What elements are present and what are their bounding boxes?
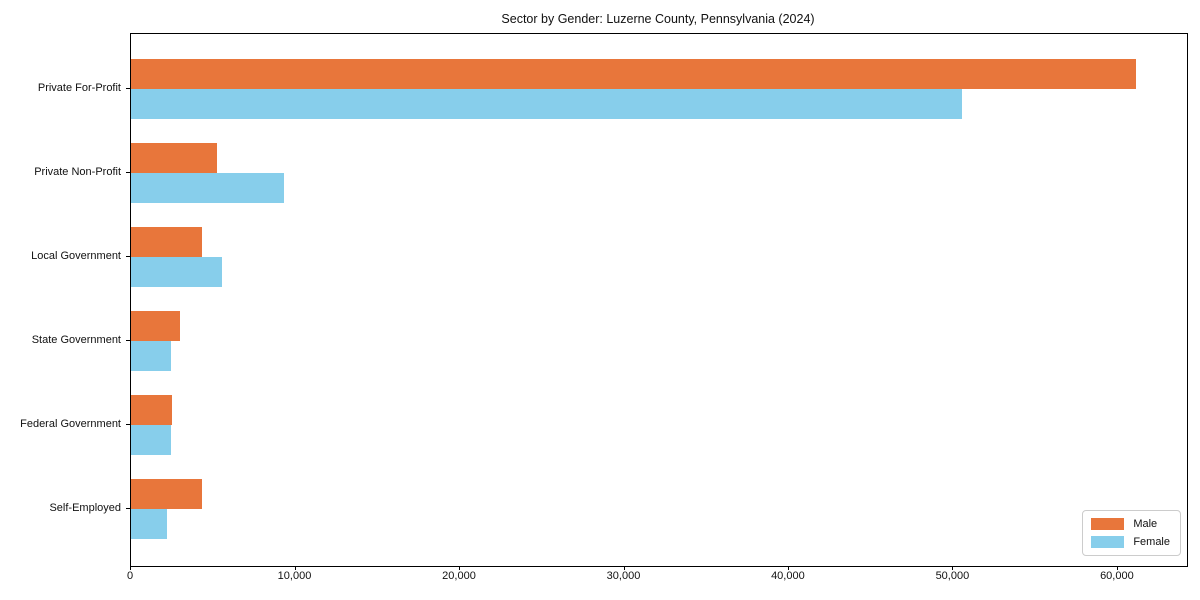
- x-tick-label: 20,000: [442, 570, 476, 582]
- x-tick-label: 0: [126, 570, 134, 582]
- bar-male-0: [131, 59, 1136, 89]
- y-tick-mark: [126, 172, 130, 173]
- legend-entry-female: [1091, 536, 1170, 548]
- legend-entry-male: [1091, 518, 1170, 530]
- y-tick-mark: [126, 508, 130, 509]
- bar-female-2: [131, 257, 222, 287]
- y-tick-mark: [126, 424, 130, 425]
- bar-male-1: [131, 143, 217, 173]
- x-tick-label: 40,000: [771, 570, 805, 582]
- legend-label: Female: [1133, 536, 1170, 548]
- legend: [1082, 510, 1181, 556]
- y-tick-mark: [126, 88, 130, 89]
- bar-male-4: [131, 395, 172, 425]
- x-tick-label: 30,000: [606, 570, 641, 582]
- x-tick-label: 60,000: [1100, 570, 1134, 582]
- legend-label: Male: [1133, 518, 1158, 530]
- x-tick-label: 50,000: [935, 570, 970, 582]
- chart-title: Sector by Gender: Luzerne County, Pennsylvania (2024): [501, 12, 815, 26]
- y-tick-label: Private Non-Profit: [34, 166, 121, 178]
- bar-female-5: [131, 509, 167, 539]
- legend-swatch-male: [1091, 518, 1124, 530]
- y-tick-label: State Government: [31, 334, 121, 346]
- x-tick-label: 10,000: [277, 570, 312, 582]
- bar-male-3: [131, 311, 180, 341]
- y-tick-mark: [126, 256, 130, 257]
- y-tick-label: Self-Employed: [49, 502, 121, 514]
- bar-female-3: [131, 341, 171, 371]
- y-tick-label: Federal Government: [20, 418, 121, 430]
- bar-female-1: [131, 173, 284, 203]
- legend-swatch-female: [1091, 536, 1124, 548]
- bar-female-0: [131, 89, 962, 119]
- plot-area: [130, 33, 1188, 567]
- y-tick-mark: [126, 340, 130, 341]
- bar-male-5: [131, 479, 202, 509]
- y-tick-label: Private For-Profit: [37, 82, 121, 94]
- bar-female-4: [131, 425, 171, 455]
- y-tick-label: Local Government: [31, 250, 121, 262]
- bar-male-2: [131, 227, 202, 257]
